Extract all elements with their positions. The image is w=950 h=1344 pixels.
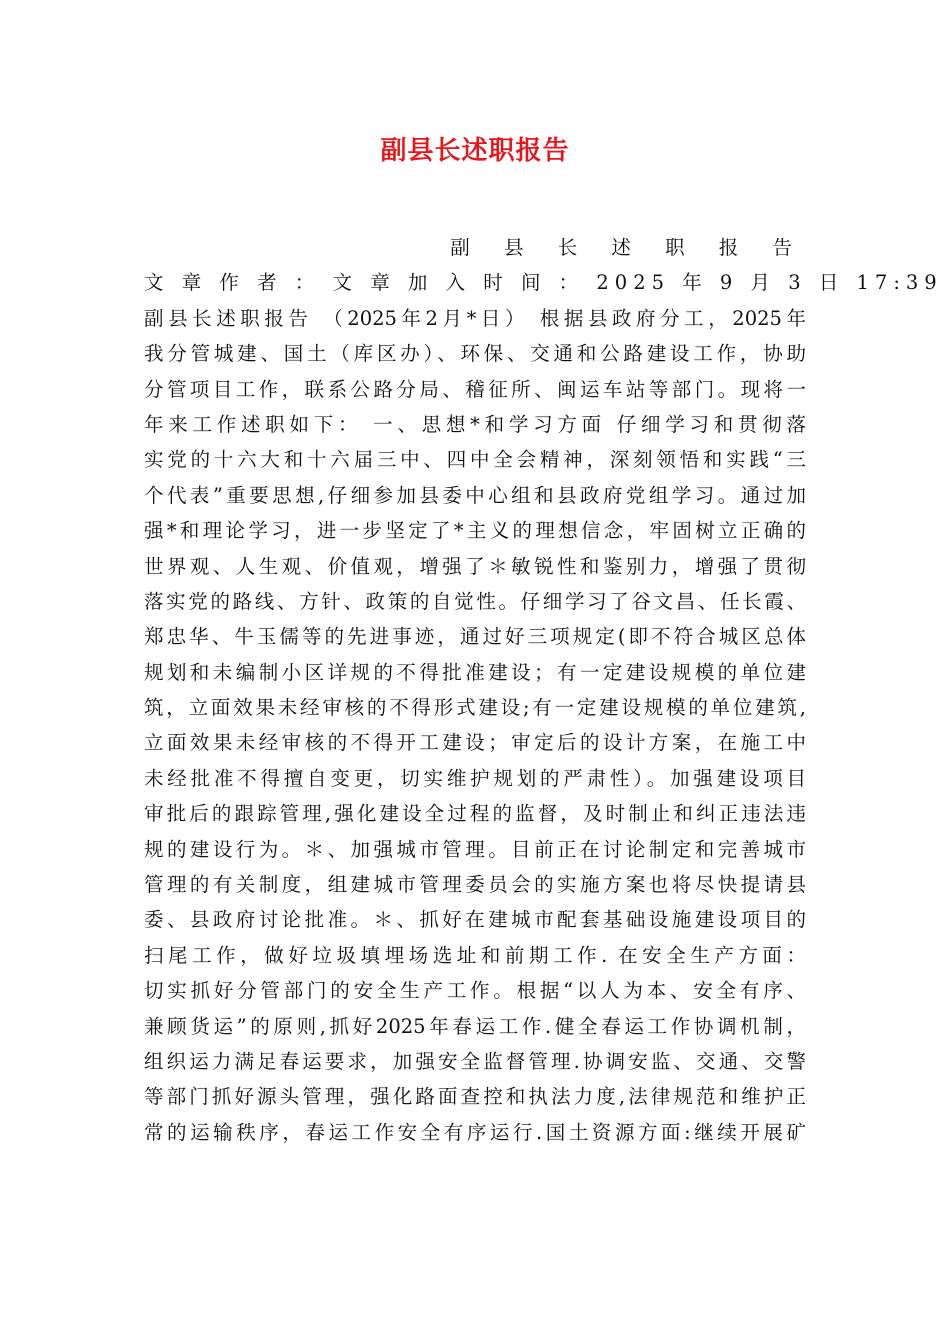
- body-line: 强*和理论学习，进一步坚定了*主义的理想信念，牢固树立正确的: [144, 519, 806, 543]
- body-line: 副县长述职报告 （2025年2月*日） 根据县政府分工，2025年: [144, 306, 806, 330]
- body-line: 兼顾货运”的原则,抓好2025年春运工作.健全春运工作协调机制，: [144, 1014, 806, 1038]
- author-meta-line: 文 章 作 者 ： 文 章 加 入 时 间 ： 2025 年 9 月 3 日 17:39: [144, 271, 943, 295]
- body-line: 世界观、人生观、价值观，增强了＊敏锐性和鉴别力，增强了贯彻: [144, 554, 806, 578]
- body-line: 分管项目工作，联系公路分局、稽征所、闽运车站等部门。现将一: [144, 377, 806, 401]
- body-line: 切实抓好分管部门的安全生产工作。根据“以人为本、安全有序、: [144, 979, 806, 1003]
- body-line: 扫尾工作，做好垃圾填埋场选址和前期工作. 在安全生产方面：: [144, 943, 806, 967]
- body-line: 实党的十六大和十六届三中、四中全会精神，深刻领悟和实践“三: [144, 448, 806, 472]
- body-line: 委、县政府讨论批准。＊、抓好在建城市配套基础设施建设项目的: [144, 908, 806, 932]
- body-line: 筑，立面效果未经审核的不得形式建设;有一定建设规模的单位建筑,: [144, 696, 806, 720]
- body-line: 郑忠华、牛玉儒等的先进事迹，通过好三项规定(即不符合城区总体: [144, 625, 806, 649]
- body-line: 规划和未编制小区详规的不得批准建设；有一定建设规模的单位建: [144, 660, 806, 684]
- body-line: 落实党的路线、方针、政策的自觉性。仔细学习了谷文昌、任长霞、: [144, 589, 806, 613]
- body-line: 管理的有关制度，组建城市管理委员会的实施方案也将尽快提请县: [144, 873, 806, 897]
- body-line: 立面效果未经审核的不得开工建设；审定后的设计方案，在施工中: [144, 731, 806, 755]
- body-line: 审批后的跟踪管理,强化建设全过程的监督，及时制止和纠正违法违: [144, 802, 806, 826]
- body-line: 规的建设行为。＊、加强城市管理。目前正在讨论制定和完善城市: [144, 837, 806, 861]
- body-line: 年来工作述职如下： 一、思想*和学习方面 仔细学习和贯彻落: [144, 412, 806, 436]
- body-line: 未经批准不得擅自变更，切实维护规划的严肃性）。加强建设项目: [144, 766, 806, 790]
- body-line: 常的运输秩序，春运工作安全有序运行.国土资源方面:继续开展矿: [144, 1120, 806, 1144]
- document-body: [144, 230, 943, 1150]
- subtitle-line: 副 县 长 述 职 报 告: [450, 236, 806, 259]
- body-line: 组织运力满足春运要求，加强安全监督管理.协调安监、交通、交警: [144, 1049, 806, 1073]
- document-title: 副县长述职报告: [380, 136, 570, 166]
- body-line: 我分管城建、国土（库区办）、环保、交通和公路建设工作，协助: [144, 342, 806, 366]
- body-line: 个代表”重要思想,仔细参加县委中心组和县政府党组学习。通过加: [144, 483, 806, 507]
- body-line: 等部门抓好源头管理，强化路面查控和执法力度,法律规范和维护正: [144, 1085, 806, 1109]
